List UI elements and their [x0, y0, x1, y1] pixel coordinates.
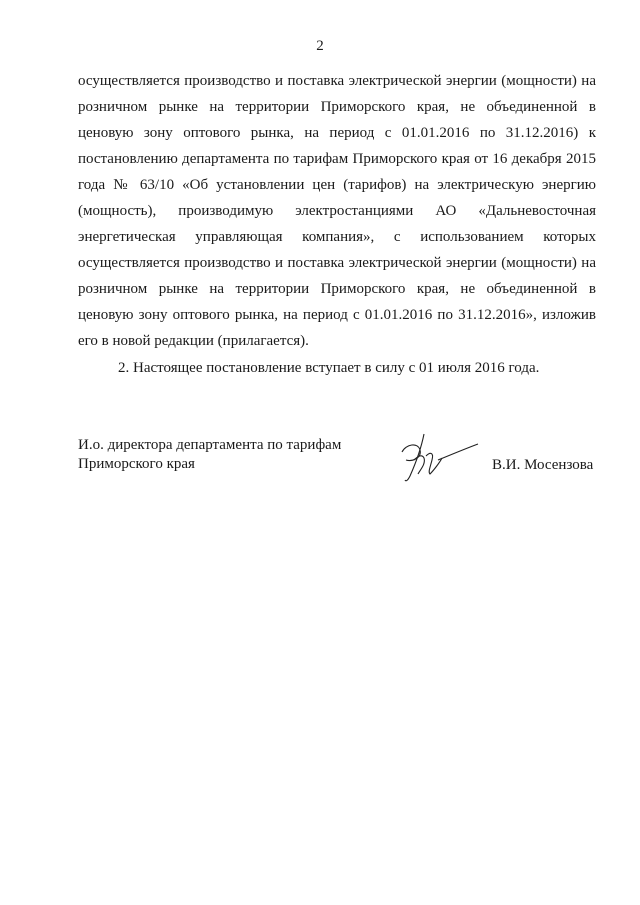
page-number: 2: [316, 38, 324, 54]
text-line: осуществляется производство и поставка электрической энергии (мощности) на: [78, 73, 596, 89]
signatory-title-line: И.о. директора департамента по тарифам: [78, 437, 342, 453]
text-line: ценовую зону оптового рынка, на период с 01.01.2016 по 31.12.2016) к: [78, 125, 596, 141]
signatory-title-line: Приморского края: [78, 456, 195, 472]
text-line: энергетическая управляющая компания», с использованием которых: [78, 229, 596, 245]
signer-name: В.И. Мосензова: [492, 457, 594, 473]
text-line: (мощность), производимую электростанциями АО «Дальневосточная: [78, 203, 596, 219]
text-line: года № 63/10 «Об установлении цен (тарифов) на электрическую энергию: [78, 177, 596, 193]
paragraph-2: 2. Настоящее постановление вступает в силу с 01 июля 2016 года.: [118, 360, 540, 376]
paragraph-1: [78, 68, 596, 354]
text-line: его в новой редакции (прилагается).: [78, 333, 309, 349]
text-line: розничном рынке на территории Приморского края, не объединенной в: [78, 281, 596, 297]
text-line: розничном рынке на территории Приморского края, не объединенной в: [78, 99, 596, 115]
text-line: постановлению департамента по тарифам Приморского края от 16 декабря 2015: [78, 151, 596, 167]
signatory-title: [78, 436, 341, 474]
text-line: ценовую зону оптового рынка, на период с 01.01.2016 по 31.12.2016», изложив: [78, 307, 596, 323]
handwritten-signature: [388, 430, 488, 490]
text-line: осуществляется производство и поставка электрической энергии (мощности) на: [78, 255, 596, 271]
